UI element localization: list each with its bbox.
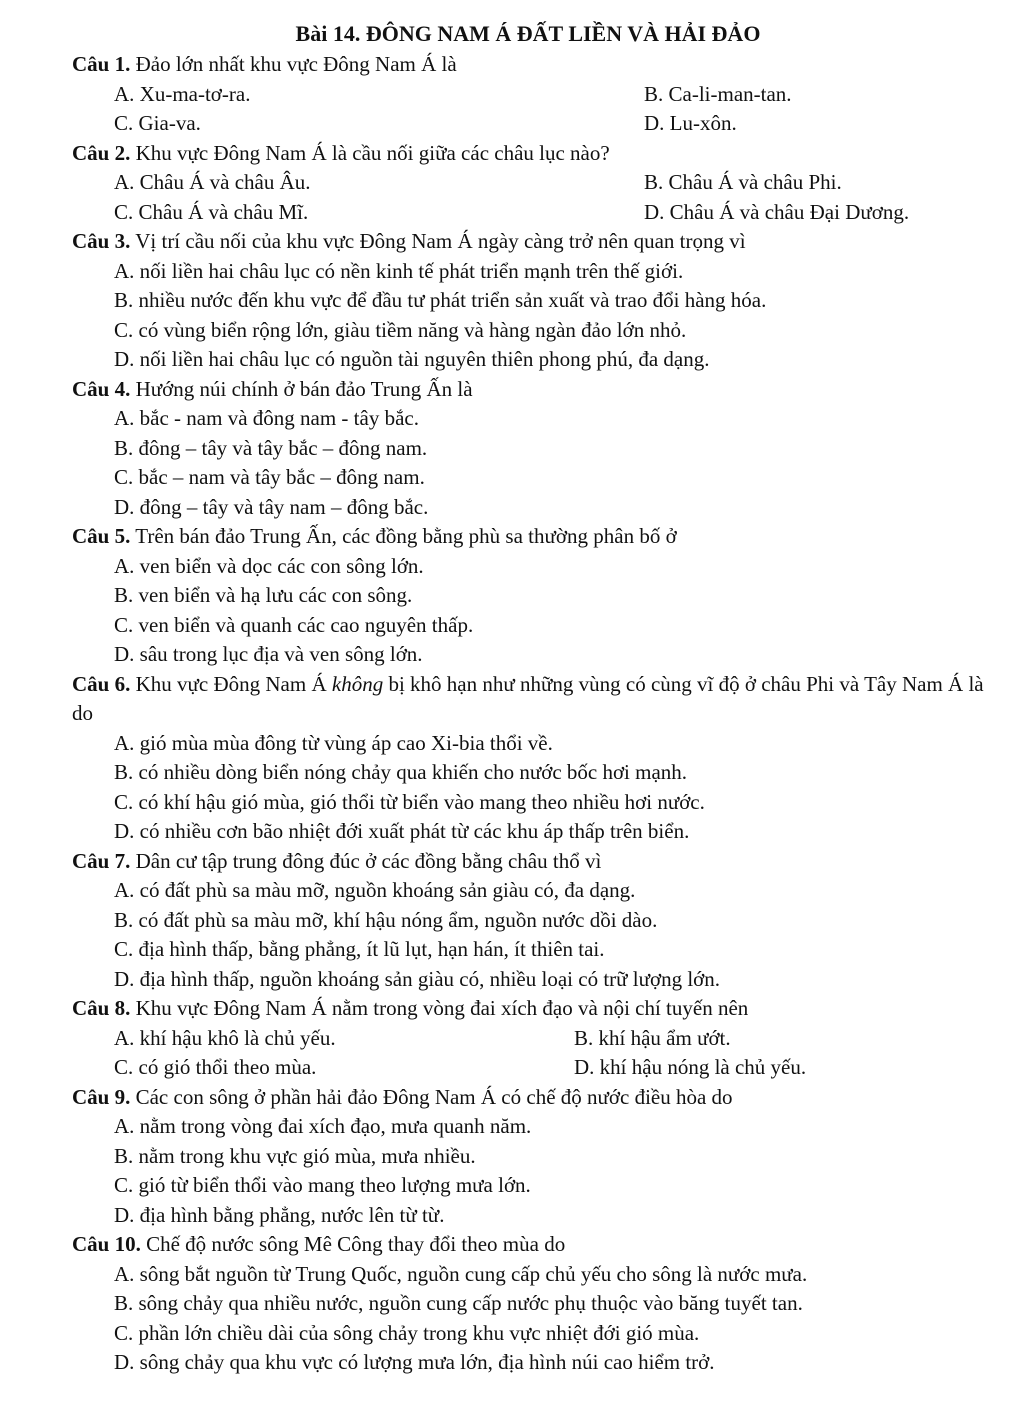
option-c: C. Gia-va.: [114, 111, 201, 135]
option-c: C. Châu Á và châu Mĩ.: [114, 199, 309, 224]
option-d: D. Châu Á và châu Đại Dương.: [644, 199, 910, 224]
question-text: Đảo lớn nhất khu vực Đông Nam Á là: [135, 52, 457, 76]
question-text: Khu vực Đông Nam Á nằm trong vòng đai xích đạo và nội chí tuyến nên: [135, 996, 749, 1020]
question-text: Khu vực Đông Nam Á là cầu nối giữa các châu lục nào?: [135, 140, 610, 165]
option-d: D. địa hình thấp, nguồn khoáng sản giàu có, nhiều loại có trữ lượng lớn.: [114, 966, 721, 991]
question-7: [72, 847, 984, 995]
option-row: [72, 1053, 984, 1083]
question-text-pre: Khu vực Đông Nam Á: [135, 671, 327, 696]
option-b: B. có nhiều dòng biển nóng chảy qua khiến cho nước bốc hơi mạnh.: [114, 760, 688, 784]
option-b: B. đông – tây và tây bắc – đông nam.: [114, 435, 428, 460]
question-1: [72, 50, 984, 139]
question-stem: [72, 994, 984, 1024]
question-text: Hướng núi chính ở bán đảo Trung Ấn là: [135, 376, 473, 401]
question-stem: [72, 227, 984, 257]
question-stem: [72, 847, 984, 877]
option-a: A. nằm trong vòng đai xích đạo, mưa quanh năm.: [114, 1114, 532, 1138]
option-d: D. khí hậu nóng là chủ yếu.: [574, 1055, 807, 1079]
option-b: B. khí hậu ẩm ướt.: [574, 1025, 731, 1050]
question-2: [72, 139, 984, 228]
question-stem: [72, 50, 984, 80]
question-4: [72, 375, 984, 523]
option-b: B. ven biển và hạ lưu các con sông.: [114, 583, 413, 607]
question-label: Câu 7.: [72, 848, 131, 873]
option-a: A. khí hậu khô là chủ yếu.: [114, 1025, 336, 1050]
question-label: Câu 1.: [72, 52, 131, 76]
option-d: D. đông – tây và tây nam – đông bắc.: [114, 494, 429, 519]
option-d: D. Lu-xôn.: [644, 111, 737, 135]
question-text: Vị trí cầu nối của khu vực Đông Nam Á ngày càng trở nên quan trọng vì: [135, 229, 746, 253]
option-a: A. gió mùa mùa đông từ vùng áp cao Xi-bia thổi về.: [114, 730, 553, 755]
option-c: C. có vùng biển rộng lớn, giàu tiềm năng và hàng ngàn đảo lớn nhỏ.: [114, 317, 687, 342]
question-text: Các con sông ở phần hải đảo Đông Nam Á có chế độ nước điều hòa do: [135, 1084, 733, 1109]
question-10: [72, 1230, 984, 1378]
option-a: A. ven biển và dọc các con sông lớn.: [114, 553, 424, 578]
question-label: Câu 6.: [72, 671, 131, 696]
option-a: A. bắc - nam và đông nam - tây bắc.: [114, 406, 419, 430]
question-text-post: bị khô hạn như những vùng có cùng vĩ độ ở châu Phi và Tây Nam Á là do: [72, 671, 984, 725]
option-d: D. địa hình bằng phẳng, nước lên từ từ.: [114, 1202, 445, 1227]
option-b: B. Châu Á và châu Phi.: [644, 170, 842, 194]
option-a: A. nối liền hai châu lục có nền kinh tế phát triển mạnh trên thế giới.: [114, 258, 684, 283]
question-label: Câu 5.: [72, 524, 131, 548]
option-c: C. bắc – nam và tây bắc – đông nam.: [114, 465, 425, 489]
question-text: Dân cư tập trung đông đúc ở các đồng bằng châu thổ vì: [135, 848, 602, 873]
option-row: [72, 168, 984, 198]
question-text-emphasis: không: [331, 671, 384, 696]
question-stem: [72, 375, 984, 405]
question-label: Câu 8.: [72, 996, 131, 1020]
question-3: [72, 227, 984, 375]
option-b: B. nhiều nước đến khu vực để đầu tư phát triển sản xuất và trao đổi hàng hóa.: [114, 288, 767, 312]
option-c: C. phần lớn chiều dài của sông chảy trong khu vực nhiệt đới gió mùa.: [114, 1320, 700, 1345]
option-c: C. ven biển và quanh các cao nguyên thấp.: [114, 612, 474, 637]
option-a: A. có đất phù sa màu mỡ, nguồn khoáng sản giàu có, đa dạng.: [114, 878, 636, 902]
question-8: [72, 994, 984, 1083]
option-c: C. có khí hậu gió mùa, gió thổi từ biển vào mang theo nhiều hơi nước.: [114, 789, 705, 814]
question-label: Câu 3.: [72, 229, 131, 253]
question-label: Câu 9.: [72, 1084, 131, 1109]
option-row: [72, 80, 984, 110]
question-label: Câu 2.: [72, 140, 131, 165]
question-stem: [72, 1083, 984, 1113]
option-a: A. Châu Á và châu Âu.: [114, 170, 311, 194]
question-stem: [72, 1230, 984, 1260]
question-stem: [0, 670, 984, 729]
question-label: Câu 4.: [72, 376, 131, 401]
option-c: C. có gió thổi theo mùa.: [114, 1055, 317, 1079]
lesson-title: Bài 14. ĐÔNG NAM Á ĐẤT LIỀN VÀ HẢI ĐẢO: [295, 21, 761, 46]
option-row: [72, 1024, 984, 1054]
option-b: B. Ca-li-man-tan.: [644, 81, 792, 106]
option-d: D. sâu trong lục địa và ven sông lớn.: [114, 642, 423, 666]
option-row: [72, 198, 984, 228]
option-a: A. Xu-ma-tơ-ra.: [114, 81, 251, 106]
option-b: B. có đất phù sa màu mỡ, khí hậu nóng ẩm, nguồn nước dồi dào.: [114, 907, 658, 932]
question-text: Chế độ nước sông Mê Công thay đổi theo mùa do: [146, 1232, 566, 1256]
question-stem: [72, 522, 984, 552]
question-6: [72, 670, 984, 847]
option-d: D. nối liền hai châu lục có nguồn tài nguyên thiên phong phú, đa dạng.: [114, 347, 710, 371]
option-c: C. gió từ biển thổi vào mang theo lượng mưa lớn.: [114, 1173, 531, 1197]
option-d: D. có nhiều cơn bão nhiệt đới xuất phát từ các khu áp thấp trên biển.: [114, 819, 690, 843]
option-b: B. sông chảy qua nhiều nước, nguồn cung cấp nước phụ thuộc vào băng tuyết tan.: [114, 1291, 803, 1315]
option-d: D. sông chảy qua khu vực có lượng mưa lớn, địa hình núi cao hiểm trở.: [114, 1350, 715, 1374]
question-5: [72, 522, 984, 670]
question-text: Trên bán đảo Trung Ấn, các đồng bằng phù sa thường phân bố ở: [135, 524, 677, 548]
question-9: [72, 1083, 984, 1231]
option-row: [72, 109, 984, 139]
question-stem: [72, 139, 984, 169]
question-label: Câu 10.: [72, 1232, 141, 1256]
option-c: C. địa hình thấp, bằng phẳng, ít lũ lụt, hạn hán, ít thiên tai.: [114, 937, 605, 961]
option-a: A. sông bắt nguồn từ Trung Quốc, nguồn cung cấp chủ yếu cho sông là nước mưa.: [114, 1261, 808, 1286]
option-b: B. nằm trong khu vực gió mùa, mưa nhiều.: [114, 1143, 476, 1168]
